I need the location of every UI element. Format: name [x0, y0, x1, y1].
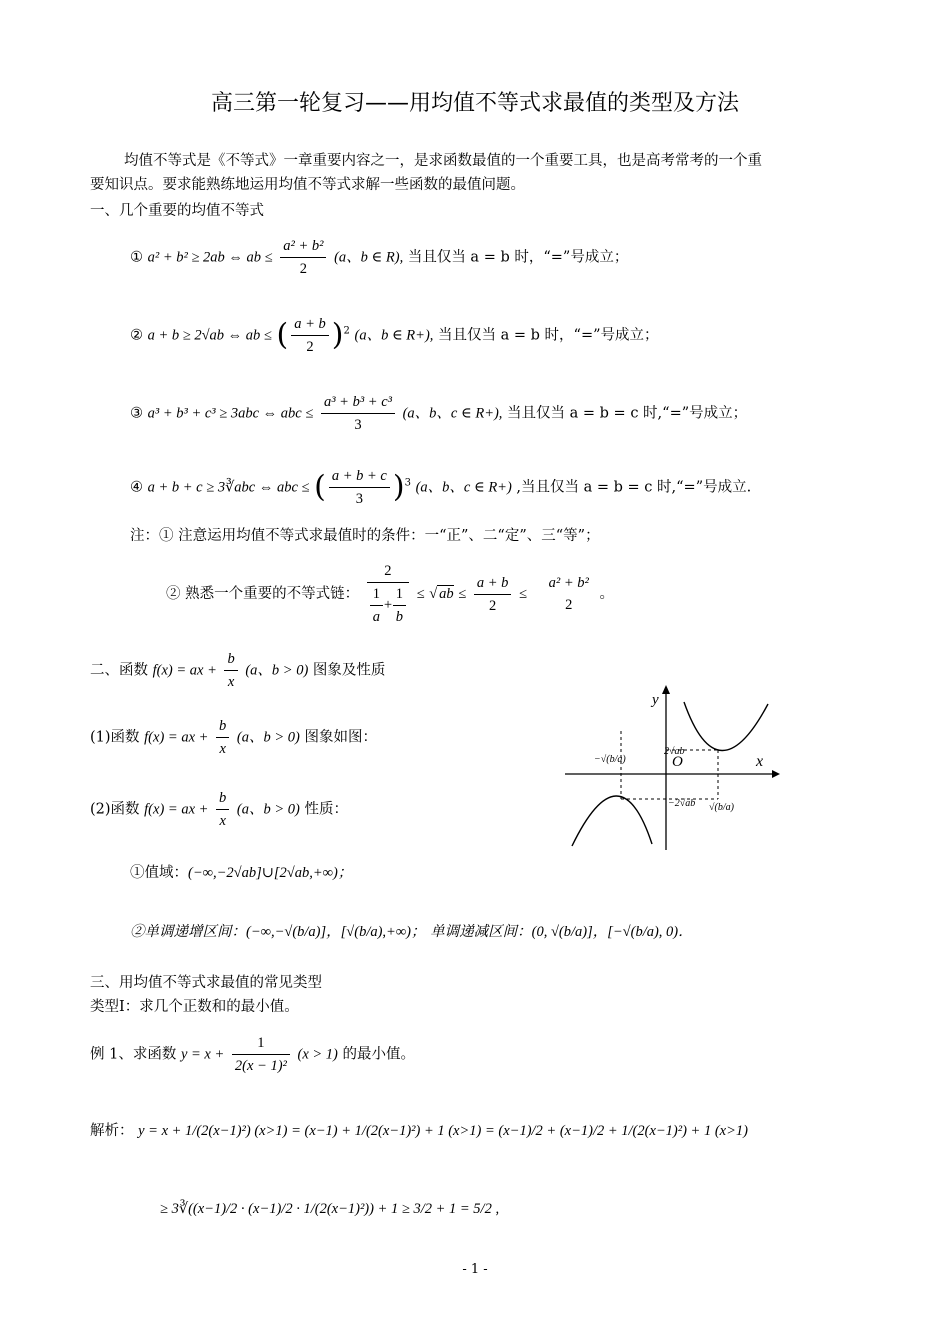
solution-line-1: 解析： y = x + 1/(2(x−1)²) (x>1) = (x−1) + 1/(2(x−1)²) + 1 (x>1) = (x−1)/2 + (x−1)/2 + 1/(2(x−1)²) + 1 (x>1) [90, 1123, 748, 1139]
inequality-4-lhs: a + b + c ≥ 3∛abc ⇔ abc ≤ [147, 479, 310, 496]
inequality-2-tail: 当且仅当 a = b 时，“=”号成立； [438, 327, 659, 344]
chain-arithmetic-fraction: $\frac{a + b}{2}$ [474, 572, 512, 617]
section2-p2-fraction: $\frac{b}{x}$ [216, 787, 229, 832]
inequality-1-condition: (a、b ∈ R), [334, 249, 404, 266]
neg-y-tick-label: −2√ab [668, 798, 696, 809]
section2-heading-fraction: $\frac{b}{x}$ [224, 648, 237, 693]
inequality-4-marker: ④ [130, 479, 143, 496]
solution-line-2 [160, 1198, 499, 1220]
inequality-4-condition: (a、b、c ∈ R+) [415, 479, 512, 496]
neg-x-tick-label: −√(b/a) [594, 754, 626, 765]
type1-heading: 类型Ⅰ：求几个正数和的最小值。 [90, 999, 299, 1015]
inequality-1-lhs: a² + b² ≥ 2ab ⇔ ab ≤ [147, 249, 273, 266]
decreasing-intervals: 单调递减区间：(0, √(b/a)]，[−√(b/a), 0)． [430, 924, 693, 940]
range-line: ①值域：(−∞,−2√ab]∪[2√ab,+∞)； [130, 865, 353, 881]
section2-heading: 二、函数 f(x) = ax + $\frac{b}{x}$ (a、b > 0) 图象及性质 [90, 648, 385, 693]
inequality-2-power: 2 [343, 325, 350, 337]
note-1: 注：① 注意运用均值不等式求最值时的条件：一“正”、二“定”、三“等”； [130, 528, 600, 544]
intro-line-2: 要知识点。要求能熟练地运用均值不等式求解一些函数的最值问题。 [90, 177, 525, 193]
inequality-1-fraction: $\frac{\text{a² + b²}}{2}$ [280, 235, 326, 280]
inequality-3 [130, 391, 747, 436]
inequality-1-tail: 当且仅当 a = b 时，“=”号成立； [407, 249, 629, 266]
inequality-4-fraction: $\frac{a + b + c}{3}$ [329, 465, 390, 510]
section3-heading: 三、用均值不等式求最值的常见类型 [90, 975, 322, 991]
inequality-3-condition: (a、b、c ∈ R+), [402, 405, 503, 422]
inequality-1 [130, 235, 628, 280]
example-1: 例 1、求函数 y = x + $\frac{1}{\text{2(x − 1)²}}$ (x > 1) 的最小值。 [90, 1032, 415, 1077]
chain-label: ② 熟悉一个重要的不等式链： [166, 586, 360, 602]
inequality-2-marker: ② [130, 327, 143, 344]
inequality-3-fraction: $\frac{\text{a³ + b³ + c³}}{3}$ [321, 391, 395, 436]
y-axis-arrow [662, 685, 670, 694]
solution-expression-1: y = x + 1/(2(x−1)²) (x>1) = (x−1) + 1/(2(x−1)²) + 1 (x>1) = (x−1)/2 + (x−1)/2 + 1/(2(x−1)²) + 1 (x>1) [138, 1123, 748, 1139]
section1-heading: 一、几个重要的均值不等式 [90, 203, 264, 219]
chain-sqrt: √ ab [429, 586, 454, 602]
function-graph [560, 682, 780, 854]
chain-harmonic-fraction: 2 $\frac{1}{a}$ + $\frac{1}{b}$ [367, 560, 409, 628]
chain-quadratic-fraction: a² + b² 2 [548, 575, 589, 613]
inequality-2-condition: (a、b ∈ R+), [354, 327, 434, 344]
intro-line-1: 均值不等式是《不等式》一章重要内容之一，是求函数最值的一个重要工具，也是高考常考的一个重 [124, 153, 762, 169]
inequality-3-lhs: a³ + b³ + c³ ≥ 3abc ⇔ abc ≤ [147, 405, 314, 422]
inequality-2-lhs: a + b ≥ 2√ab ⇔ ab ≤ [147, 327, 272, 344]
inequality-1-marker: ① [130, 249, 143, 266]
inequality-2: ② a + b ≥ 2√ab ⇔ ab ≤ ( $\frac{a + b}{2}$ )$^2$ (a、b ∈ R+), 当且仅当 a = b 时，“=”号成立； [130, 313, 659, 358]
inequality-3-marker: ③ [130, 405, 143, 422]
monotonic-line [130, 921, 693, 943]
pos-x-tick-label: √(b/a) [709, 802, 734, 813]
section2-p2: (2)函数 f(x) = ax + $\frac{b}{x}$ (a、b > 0) 性质： [90, 787, 348, 832]
y-axis-label: y [652, 692, 659, 708]
increasing-intervals: ②单调递增区间：(−∞,−√(b/a)]，[√(b/a),+∞)； [130, 924, 426, 940]
inequality-4-tail: ,当且仅当 a = b = c 时,“=”号成立. [516, 479, 752, 496]
page-number: - 1 - [462, 1262, 488, 1277]
pos-y-tick-label: 2√ab [664, 746, 685, 757]
inequality-chain: ② 熟悉一个重要的不等式链： 2 $\frac{1}{a}$ + $\frac{1}{b}$ ≤ √ ab ≤ $\frac{a + b}{2}$ ≤ a² + b² 2 。 [166, 560, 614, 628]
x-axis-arrow [772, 770, 780, 778]
section2-p1-fraction: $\frac{b}{x}$ [216, 715, 229, 760]
x-axis-label: x [756, 753, 764, 770]
inequality-3-tail: 当且仅当 a = b = c 时,“=”号成立； [507, 405, 748, 422]
inequality-4: ④ a + b + c ≥ 3∛abc ⇔ abc ≤ ( $\frac{a + b + c}{3}$ )$^3$ (a、b、c ∈ R+) ,当且仅当 a = b = c 时,“=”号成立. [130, 465, 751, 510]
section2-p1: (1)函数 f(x) = ax + $\frac{b}{x}$ (a、b > 0) 图象如图： [90, 715, 377, 760]
lower-branch [572, 796, 652, 846]
origin-label: O [672, 754, 683, 770]
inequality-4-power: 3 [404, 477, 411, 489]
example-1-fraction: $\frac{1}{\text{2(x − 1)²}}$ [232, 1032, 290, 1077]
page-title: 高三第一轮复习——用均值不等式求最值的类型及方法 [210, 91, 739, 116]
solution-expression-2: ≥ 3∛((x−1)/2 · (x−1)/2 · 1/(2(x−1)²)) + 1 ≥ 3/2 + 1 = 5/2 , [160, 1201, 500, 1217]
inequality-2-fraction: $\frac{a + b}{2}$ [291, 313, 329, 358]
upper-branch [684, 702, 768, 751]
